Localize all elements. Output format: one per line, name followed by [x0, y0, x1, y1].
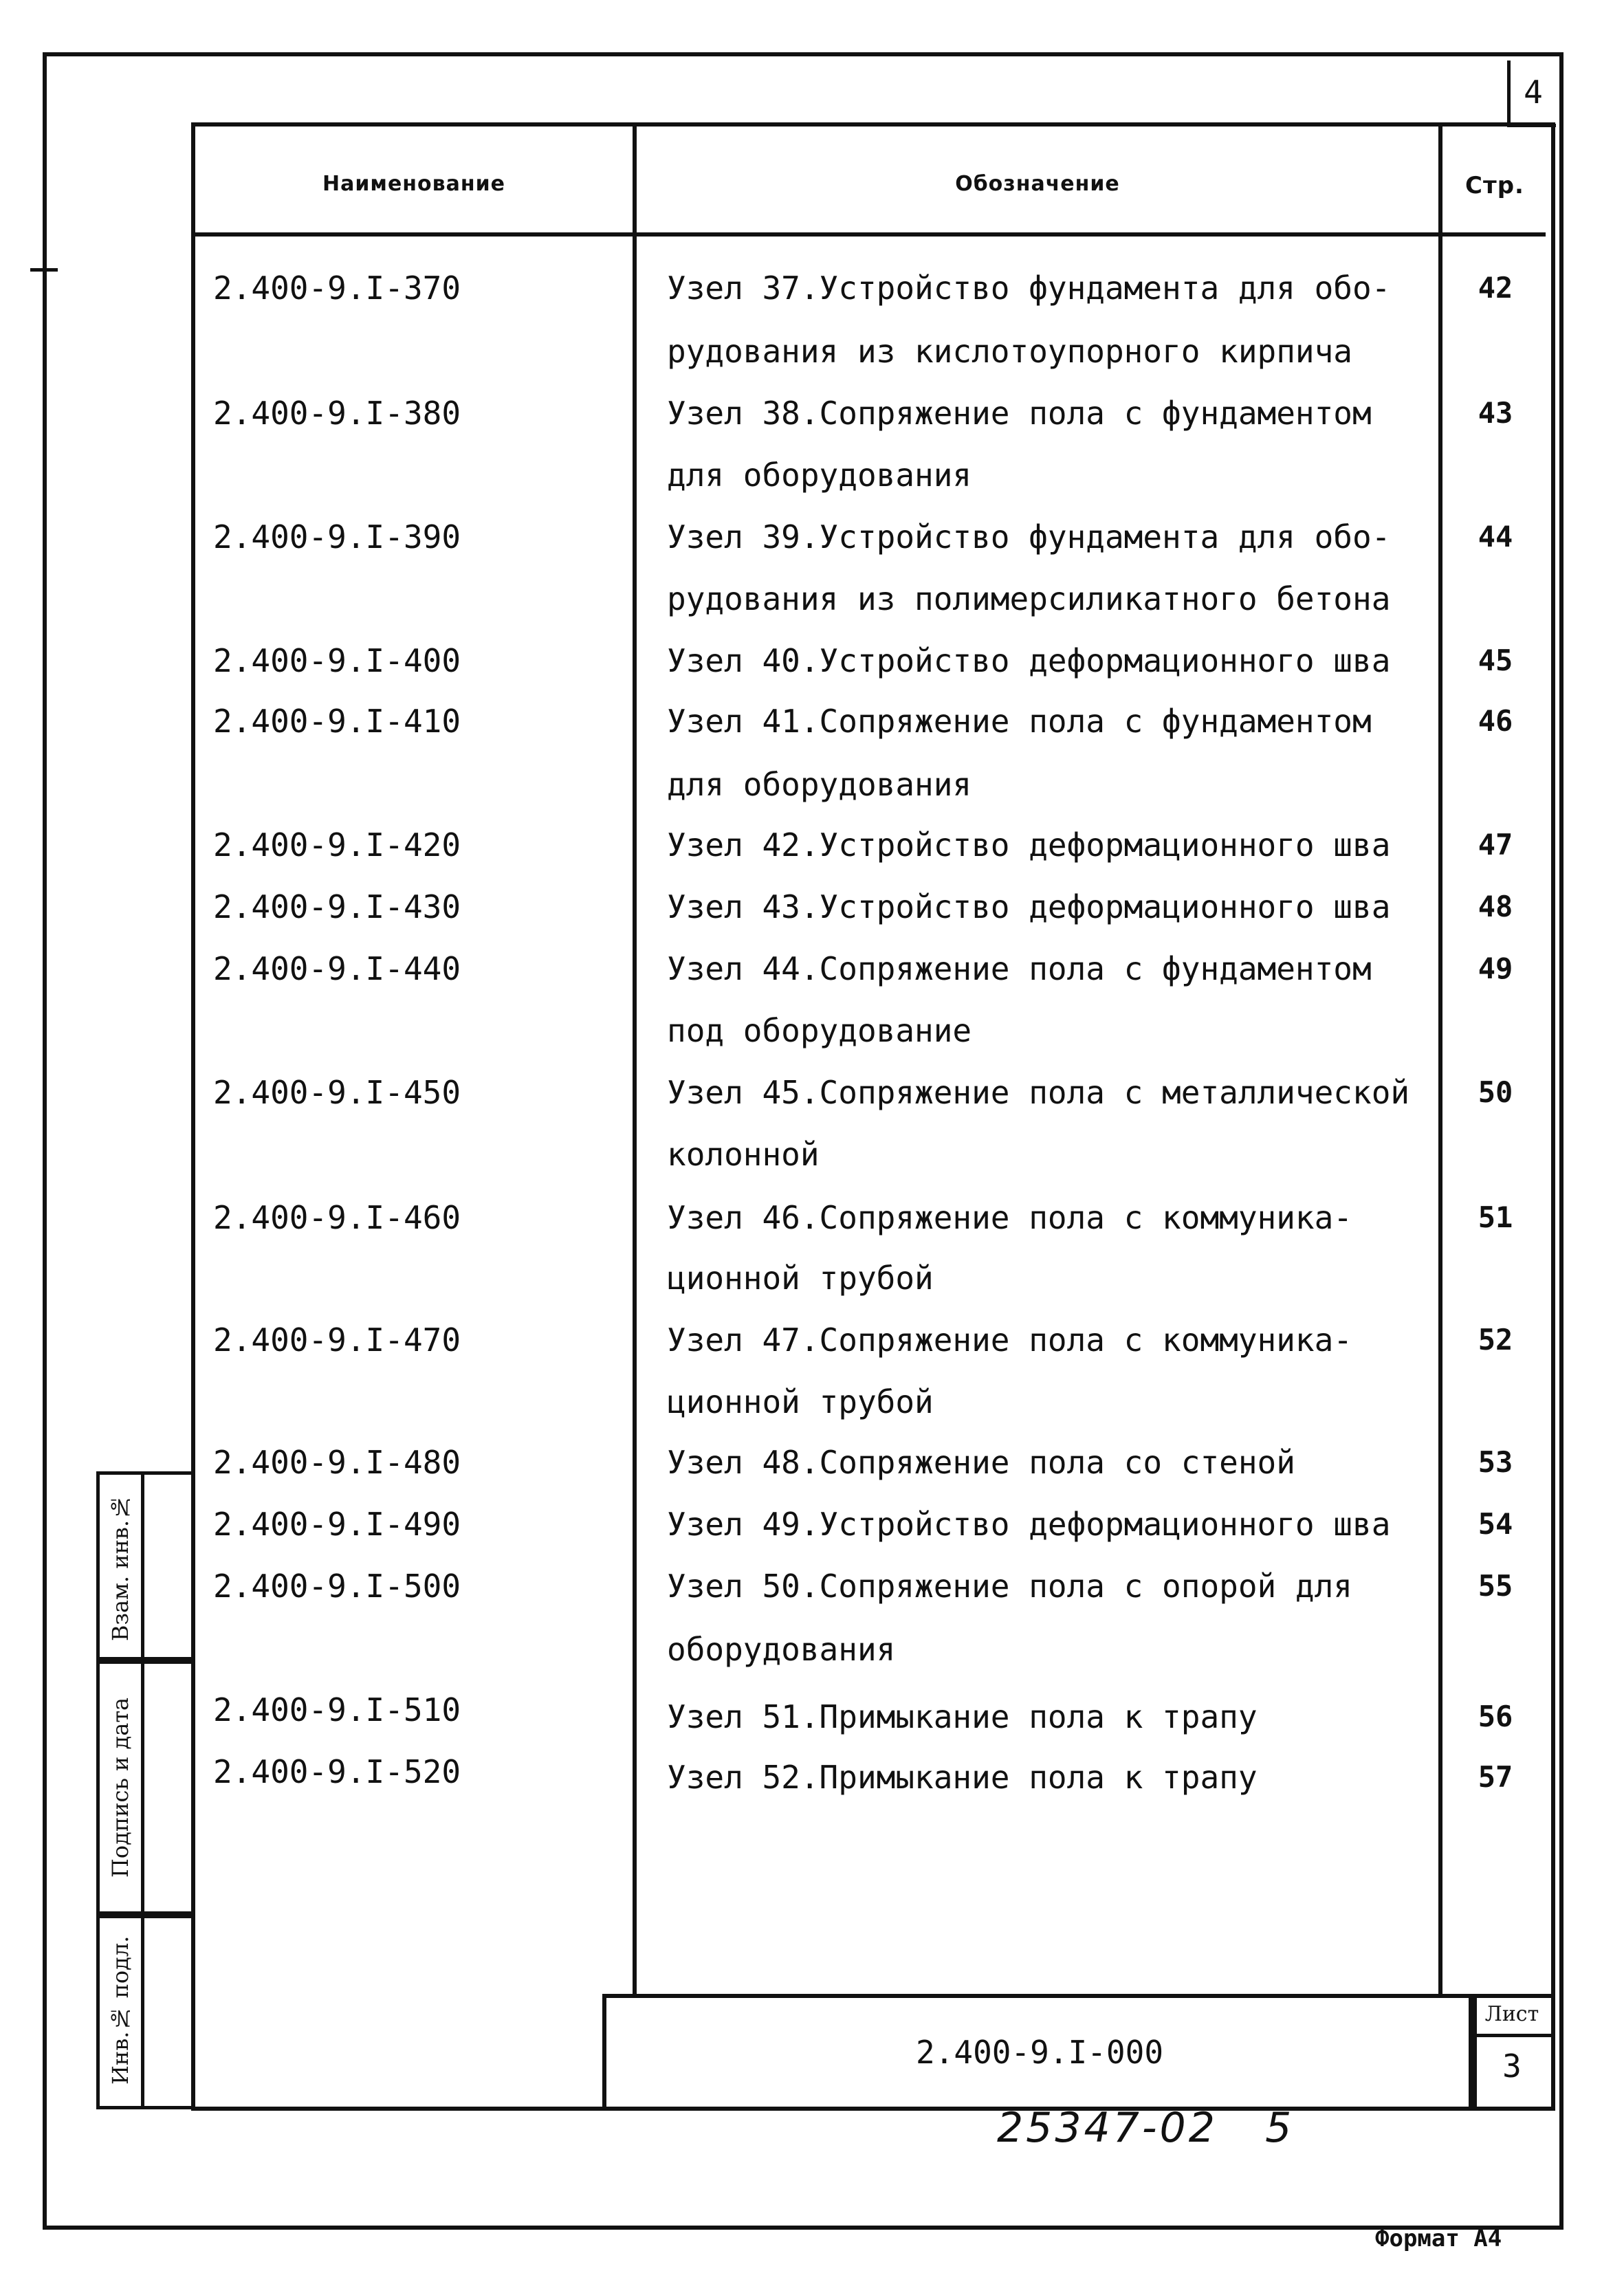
- row-page: 55: [1478, 1569, 1513, 1603]
- row-code: 2.400-9.I-400: [213, 642, 461, 679]
- row-code: 2.400-9.I-500: [213, 1568, 461, 1605]
- document-code: 2.400-9.I-000: [915, 2034, 1164, 2071]
- header-designation: Обозначение: [955, 172, 1120, 196]
- row-title-line: Узел 43.Устройство деформационного шва: [667, 888, 1391, 925]
- sheet-number: 4: [1524, 74, 1543, 111]
- row-code: 2.400-9.I-410: [213, 703, 461, 740]
- row-page: 53: [1478, 1445, 1513, 1479]
- header-name: Наименование: [322, 172, 505, 196]
- row-title-line: Узел 42.Устройство деформационного шва: [667, 826, 1391, 864]
- row-page: 48: [1478, 890, 1513, 923]
- row-page: 51: [1478, 1200, 1513, 1234]
- row-code: 2.400-9.I-430: [213, 888, 461, 925]
- inventory-number: 25347-02 5: [997, 2104, 1295, 2152]
- row-page: 43: [1478, 396, 1513, 430]
- row-page: 52: [1478, 1323, 1513, 1357]
- row-title-line: Узел 40.Устройство деформационного шва: [667, 642, 1391, 679]
- sheet-number-box: [1507, 61, 1556, 127]
- header-page: Стр.: [1465, 172, 1524, 199]
- row-title-line: Узел 46.Сопряжение пола с коммуника-: [667, 1199, 1352, 1236]
- row-title-line: Узел 38.Сопряжение пола с фундаментом: [667, 395, 1372, 432]
- row-title-line: для оборудования: [667, 766, 972, 803]
- row-title-line: Узел 41.Сопряжение пола с фундаментом: [667, 703, 1372, 740]
- side-stamp-original-inv: [96, 1911, 193, 2109]
- side-stamp-divider: [141, 1475, 144, 1660]
- row-title-line: колонной: [667, 1136, 820, 1173]
- row-code: 2.400-9.I-510: [213, 1691, 461, 1728]
- row-code: 2.400-9.I-490: [213, 1506, 461, 1543]
- stamp-sheet-divider: [1473, 2034, 1551, 2037]
- column-divider-1: [633, 124, 637, 1995]
- row-title-line: Узел 45.Сопряжение пола с металлической: [667, 1074, 1410, 1111]
- row-page: 57: [1478, 1760, 1513, 1794]
- row-page: 45: [1478, 644, 1513, 677]
- stamp-sheet-cell: [1469, 1994, 1551, 2107]
- row-page: 56: [1478, 1700, 1513, 1733]
- row-code: 2.400-9.I-370: [213, 270, 461, 307]
- row-code: 2.400-9.I-450: [213, 1074, 461, 1111]
- row-code: 2.400-9.I-390: [213, 518, 461, 556]
- row-title-line: ционной трубой: [667, 1260, 934, 1297]
- row-title-line: рудования из полимерсиликатного бетона: [667, 580, 1391, 617]
- side-stamp-label: Взам. инв.№: [107, 1493, 133, 1642]
- row-code: 2.400-9.I-380: [213, 395, 461, 432]
- side-stamp-label: Инв.№ подл.: [107, 1935, 133, 2085]
- stamp-sheet-number: 3: [1502, 2047, 1522, 2085]
- format-label: Формат А4: [1375, 2225, 1502, 2252]
- row-page: 44: [1478, 520, 1513, 553]
- margin-tick: [30, 268, 58, 272]
- row-page: 42: [1478, 271, 1513, 305]
- row-title-line: рудования из кислотоупорного кирпича: [667, 333, 1352, 370]
- row-code: 2.400-9.I-420: [213, 826, 461, 864]
- row-title-line: под оборудование: [667, 1012, 972, 1049]
- stamp-sheet-label: Лист: [1484, 2002, 1539, 2026]
- row-title-line: Узел 50.Сопряжение пола с опорой для: [667, 1568, 1352, 1605]
- row-page: 54: [1478, 1507, 1513, 1541]
- row-code: 2.400-9.I-470: [213, 1321, 461, 1359]
- row-title-line: Узел 48.Сопряжение пола со стеной: [667, 1444, 1295, 1481]
- document-code-stamp: [602, 1994, 1477, 2107]
- side-stamp-divider: [141, 1660, 144, 1915]
- row-title-line: для оборудования: [667, 457, 972, 494]
- row-title-line: Узел 49.Устройство деформационного шва: [667, 1506, 1391, 1543]
- row-title-line: ционной трубой: [667, 1383, 934, 1420]
- row-code: 2.400-9.I-520: [213, 1753, 461, 1790]
- row-page: 49: [1478, 952, 1513, 985]
- row-title-line: Узел 52.Примыкание пола к трапу: [667, 1759, 1258, 1796]
- side-stamp-label: Подпись и дата: [107, 1697, 133, 1878]
- column-divider-2: [1438, 124, 1442, 1995]
- row-title-line: Узел 51.Примыкание пола к трапу: [667, 1698, 1258, 1735]
- row-code: 2.400-9.I-460: [213, 1199, 461, 1236]
- side-stamp-signature-date: [96, 1657, 193, 1918]
- row-title-line: Узел 47.Сопряжение пола с коммуника-: [667, 1321, 1352, 1359]
- header-divider: [193, 232, 1546, 237]
- side-stamp-divider: [141, 1915, 144, 2106]
- row-title-line: Узел 37.Устройство фундамента для обо-: [667, 270, 1391, 307]
- row-page: 47: [1478, 828, 1513, 861]
- row-code: 2.400-9.I-440: [213, 950, 461, 987]
- row-title-line: оборудования: [667, 1631, 896, 1668]
- side-stamp-replaced-inv: [96, 1471, 193, 1664]
- row-title-line: Узел 44.Сопряжение пола с фундаментом: [667, 950, 1372, 987]
- row-code: 2.400-9.I-480: [213, 1444, 461, 1481]
- row-page: 50: [1478, 1075, 1513, 1109]
- row-page: 46: [1478, 704, 1513, 738]
- row-title-line: Узел 39.Устройство фундамента для обо-: [667, 518, 1391, 556]
